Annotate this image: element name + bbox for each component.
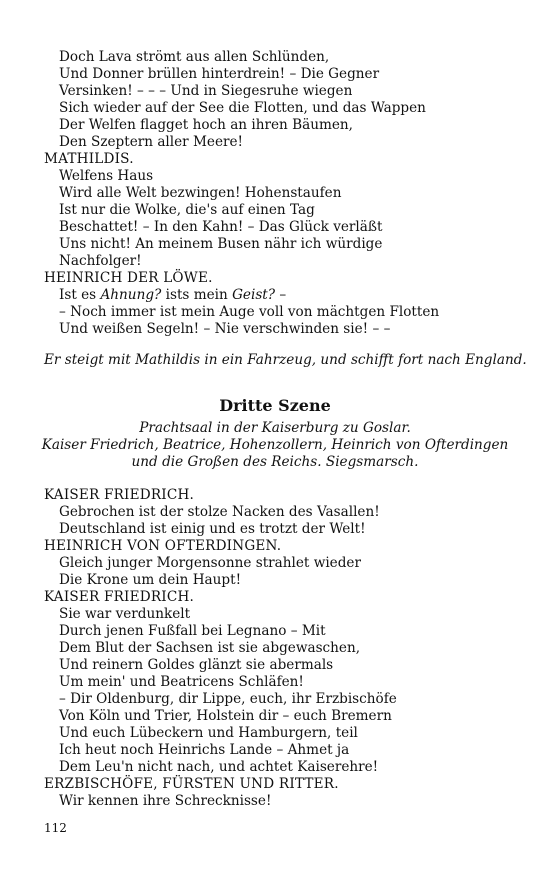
- verse-line: [44, 83, 514, 100]
- text-run: Wird alle Welt bezwingen! Hohenstaufen: [59, 185, 342, 201]
- verse-line: [44, 521, 514, 538]
- text-run: Die Krone um dein Haupt!: [59, 572, 242, 588]
- speaker-name: [44, 270, 514, 287]
- text-run: Und euch Lübeckern und Hamburgern, teil: [59, 725, 358, 741]
- text-run: Den Szeptern aller Meere!: [59, 134, 244, 150]
- verse-line: [44, 657, 514, 674]
- verse-line: [44, 185, 514, 202]
- scene-setting-line: Kaiser Friedrich, Beatrice, Hohenzollern, Heinrich von Ofterdingen: [41, 437, 509, 453]
- text-run: Dem Blut der Sachsen ist sie abgewaschen,: [59, 640, 361, 656]
- dialogue-block-2: [44, 487, 514, 810]
- speaker-name: [44, 776, 514, 793]
- text-run: Sich wieder auf der See die Flotten, und das Wappen: [59, 100, 426, 116]
- verse-line: [44, 640, 514, 657]
- text-run: Von Köln und Trier, Holstein dir – euch Bremern: [59, 708, 392, 724]
- verse-line: [44, 691, 514, 708]
- verse-line: [44, 504, 514, 521]
- dialogue-block-1: [44, 49, 514, 338]
- scene-title: Dritte Szene: [219, 396, 331, 415]
- speaker-name: [44, 538, 514, 555]
- verse-line: [44, 606, 514, 623]
- text-run: Welfens Haus: [59, 168, 154, 184]
- text-run: KAISER FRIEDRICH.: [44, 487, 195, 503]
- text-run: Durch jenen Fußfall bei Legnano – Mit: [59, 623, 326, 639]
- verse-line: [44, 321, 514, 338]
- verse-line: [44, 66, 514, 83]
- scene-setting-line: und die Großen des Reichs. Siegsmarsch.: [131, 454, 419, 470]
- verse-line: [44, 49, 514, 66]
- text-run: Wir kennen ihre Schrecknisse!: [59, 793, 272, 809]
- verse-line: [44, 168, 514, 185]
- text-run: Gebrochen ist der stolze Nacken des Vasallen!: [59, 504, 380, 520]
- text-run: ERZBISCHÖFE, FÜRSTEN UND RITTER.: [44, 776, 339, 792]
- text-run: MATHILDIS.: [44, 151, 134, 167]
- verse-line: [44, 623, 514, 640]
- text-run: Uns nicht! An meinem Busen nähr ich würdige: [59, 236, 383, 252]
- verse-line: [44, 134, 514, 151]
- text-run: – Noch immer ist mein Auge voll von mächtgen Flotten: [59, 304, 440, 320]
- text-run: Ist nur die Wolke, die's auf einen Tag: [59, 202, 315, 218]
- verse-line: [44, 725, 514, 742]
- text-run: –: [275, 287, 287, 303]
- text-run: Gleich junger Morgensonne strahlet wieder: [59, 555, 361, 571]
- verse-line: [44, 219, 514, 236]
- text-run: Um mein' und Beatricens Schläfen!: [59, 674, 304, 690]
- text-run: Ist es: [59, 287, 101, 303]
- verse-line: [44, 253, 514, 270]
- text-run: Doch Lava strömt aus allen Schlünden,: [59, 49, 330, 65]
- speaker-name: [44, 487, 514, 504]
- text-run: HEINRICH VON OFTERDINGEN.: [44, 538, 282, 554]
- verse-line: [44, 117, 514, 134]
- text-run: Beschattet! – In den Kahn! – Das Glück verläßt: [59, 219, 383, 235]
- text-run: Dem Leu'n nicht nach, und achtet Kaiserehre!: [59, 759, 379, 775]
- verse-line: [44, 793, 514, 810]
- stage-direction: Er steigt mit Mathildis in ein Fahrzeug, und schifft fort nach England.: [44, 352, 527, 368]
- emphasized-text: Geist?: [232, 287, 276, 303]
- speaker-name: [44, 589, 514, 606]
- text-run: Und Donner brüllen hinterdrein! – Die Gegner: [59, 66, 380, 82]
- text-run: Deutschland ist einig und es trotzt der Welt!: [59, 521, 366, 537]
- verse-line: [44, 304, 514, 321]
- text-run: Ich heut noch Heinrichs Lande – Ahmet ja: [59, 742, 350, 758]
- verse-line: [44, 674, 514, 691]
- scene-setting: [0, 420, 550, 471]
- text-run: Nachfolger!: [59, 253, 142, 269]
- verse-line: [44, 708, 514, 725]
- emphasized-text: Ahnung?: [100, 287, 162, 303]
- text-run: Versinken! – – – Und in Siegesruhe wiegen: [59, 83, 353, 99]
- text-run: Und weißen Segeln! – Nie verschwinden sie! – –: [59, 321, 391, 337]
- verse-line: [44, 742, 514, 759]
- text-run: Sie war verdunkelt: [59, 606, 191, 622]
- text-run: Der Welfen flagget hoch an ihren Bäumen,: [59, 117, 353, 133]
- text-run: ists mein: [161, 287, 233, 303]
- verse-line: [44, 287, 514, 304]
- text-run: HEINRICH DER LÖWE.: [44, 270, 213, 286]
- verse-line: [44, 236, 514, 253]
- page-number: 112: [44, 821, 67, 835]
- scene-setting-line: Prachtsaal in der Kaiserburg zu Goslar.: [139, 420, 411, 436]
- verse-line: [44, 100, 514, 117]
- verse-line: [44, 555, 514, 572]
- speaker-name: [44, 151, 514, 168]
- text-run: – Dir Oldenburg, dir Lippe, euch, ihr Erzbischöfe: [59, 691, 397, 707]
- verse-line: [44, 572, 514, 589]
- verse-line: [44, 202, 514, 219]
- text-run: Und reinern Goldes glänzt sie abermals: [59, 657, 334, 673]
- text-run: KAISER FRIEDRICH.: [44, 589, 195, 605]
- verse-line: [44, 759, 514, 776]
